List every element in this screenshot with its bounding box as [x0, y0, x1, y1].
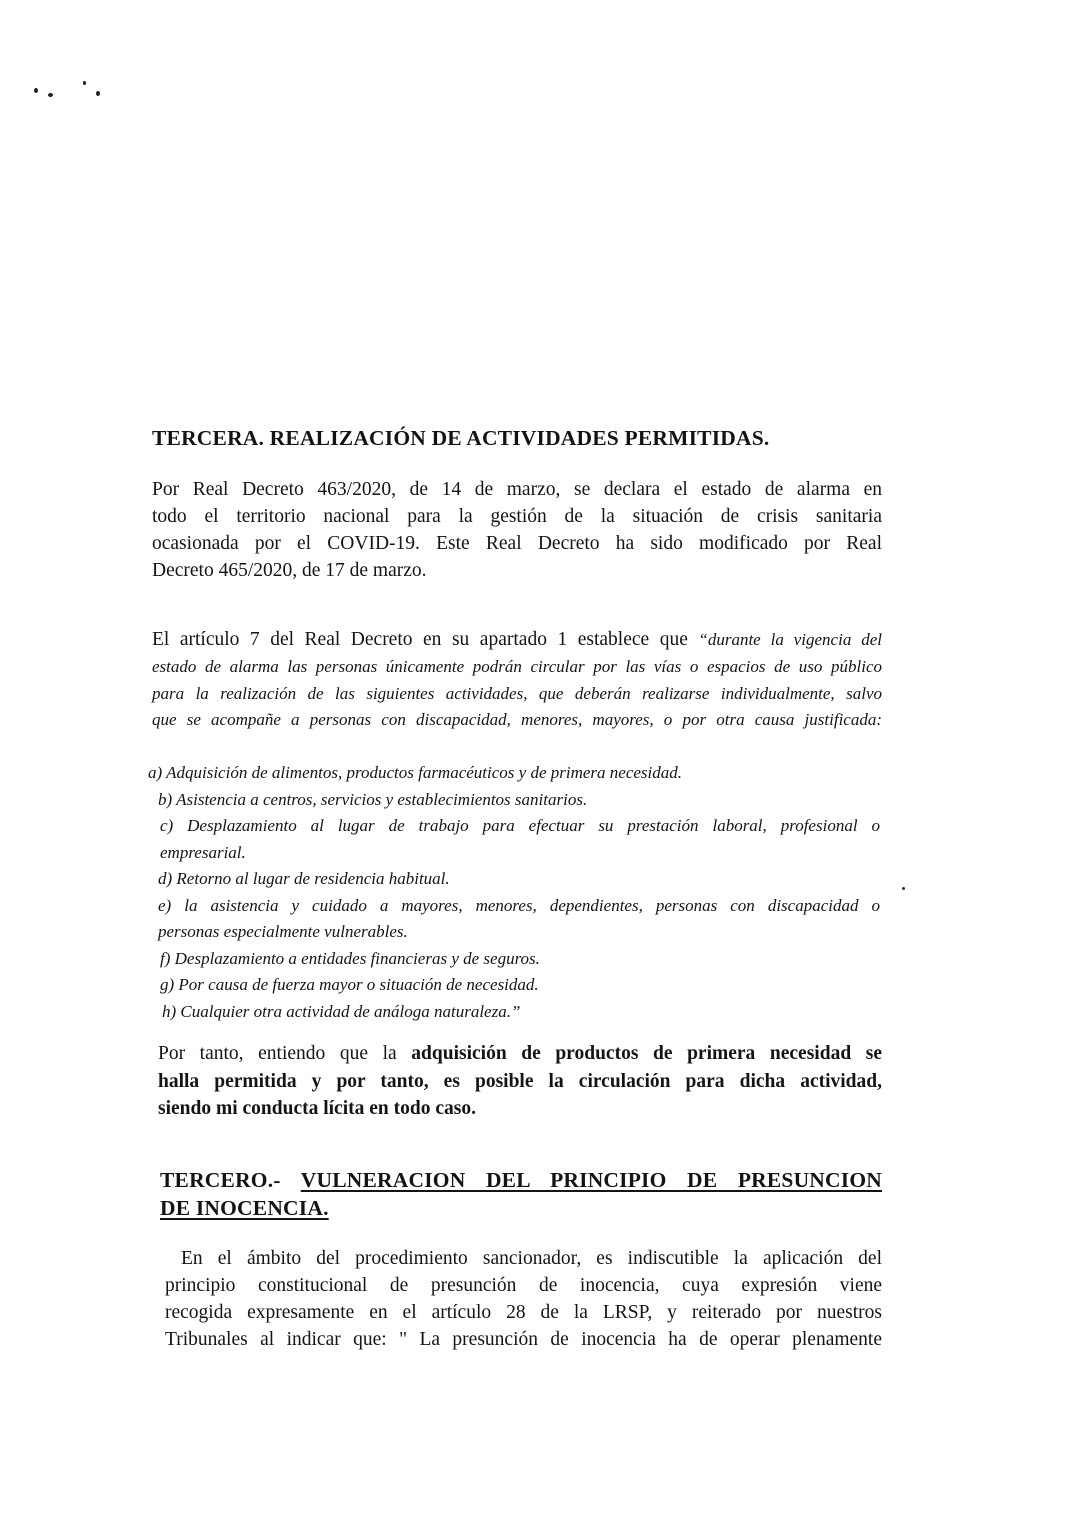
- heading-prefix: TERCERO.-: [160, 1168, 301, 1192]
- text-line: [152, 626, 882, 654]
- quote-line: estado de alarma las personas únicamente podrán circular por las vías o espacios de uso público: [152, 657, 882, 676]
- quote-start: “durante la vigencia del: [698, 630, 882, 649]
- scan-speck: [83, 81, 86, 85]
- heading-line: [160, 1166, 882, 1194]
- text-line: En el ámbito del procedimiento sancionador, es indiscutible la aplicación del: [181, 1248, 882, 1269]
- heading-underlined: VULNERACION DEL PRINCIPIO DE PRESUNCION: [300, 1168, 882, 1192]
- quote-block: [152, 654, 882, 734]
- paragraph-real-decreto: [152, 476, 882, 584]
- list-item-c-cont: empresarial.: [160, 842, 246, 862]
- section-tercero-heading: [160, 1166, 882, 1222]
- paragraph-presuncion: [165, 1245, 882, 1353]
- list-item-b: b) Asistencia a centros, servicios y establecimientos sanitarios.: [158, 789, 588, 809]
- list-item-h: h) Cualquier otra actividad de análoga naturaleza.”: [162, 1001, 521, 1021]
- scan-speck: [48, 93, 53, 97]
- text-line: siendo mi conducta lícita en todo caso.: [158, 1098, 476, 1119]
- paragraph-conclusion: [158, 1040, 882, 1123]
- quote-line: para la realización de las siguientes actividades, que deberán realizarse individualmente, salvo: [152, 683, 882, 703]
- quote-line: que se acompañe a personas con discapacidad, menores, mayores, o por otra causa justificada:: [152, 710, 882, 729]
- text-line: Por Real Decreto 463/2020, de 14 de marzo, se declara el estado de alarma en: [152, 479, 882, 500]
- text-line: Tribunales al indicar que: " La presunción de inocencia ha de operar plenamente: [165, 1329, 882, 1350]
- paragraph-articulo-7: [152, 626, 882, 734]
- list-item-e-cont: personas especialmente vulnerables.: [158, 922, 408, 941]
- text-line: recogida expresamente en el artículo 28 de la LRSP, y reiterado por nuestros: [165, 1302, 882, 1323]
- list-item-a: a) Adquisición de alimentos, productos farmacéuticos y de primera necesidad.: [148, 763, 682, 782]
- heading-underlined-cont: DE INOCENCIA.: [160, 1196, 329, 1220]
- list-item-e: e) la asistencia y cuidado a mayores, menores, dependientes, personas con discapacidad o: [158, 895, 880, 915]
- scan-specks: [30, 78, 110, 108]
- list-item-f: f) Desplazamiento a entidades financieras y de seguros.: [160, 948, 540, 968]
- conclusion-plain: Por tanto, entiendo que la: [158, 1043, 412, 1064]
- text-line: principio constitucional de presunción de inocencia, cuya expresión viene: [165, 1275, 882, 1296]
- text-line: ocasionada por el COVID-19. Este Real Decreto ha sido modificado por Real: [152, 533, 882, 554]
- text-line: todo el territorio nacional para la gestión de la situación de crisis sanitaria: [152, 506, 882, 527]
- section-tercera-heading: TERCERA. REALIZACIÓN DE ACTIVIDADES PERMITIDAS.: [152, 426, 770, 450]
- scan-speck: [902, 887, 905, 890]
- activities-list: [148, 760, 882, 1025]
- list-item-g: g) Por causa de fuerza mayor o situación de necesidad.: [160, 975, 539, 994]
- scan-speck: [34, 88, 38, 93]
- text-line: Decreto 465/2020, de 17 de marzo.: [152, 560, 427, 581]
- text-line: [158, 1040, 882, 1068]
- list-item-d: d) Retorno al lugar de residencia habitual.: [158, 869, 450, 888]
- text-line: halla permitida y por tanto, es posible la circulación para dicha actividad,: [158, 1070, 882, 1092]
- intro-text: El artículo 7 del Real Decreto en su apartado 1 establece que: [152, 629, 699, 650]
- conclusion-bold: adquisición de productos de primera necesidad se: [411, 1043, 882, 1064]
- scan-speck: [96, 91, 100, 96]
- list-item-c: c) Desplazamiento al lugar de trabajo para efectuar su prestación laboral, profesional o: [160, 816, 880, 835]
